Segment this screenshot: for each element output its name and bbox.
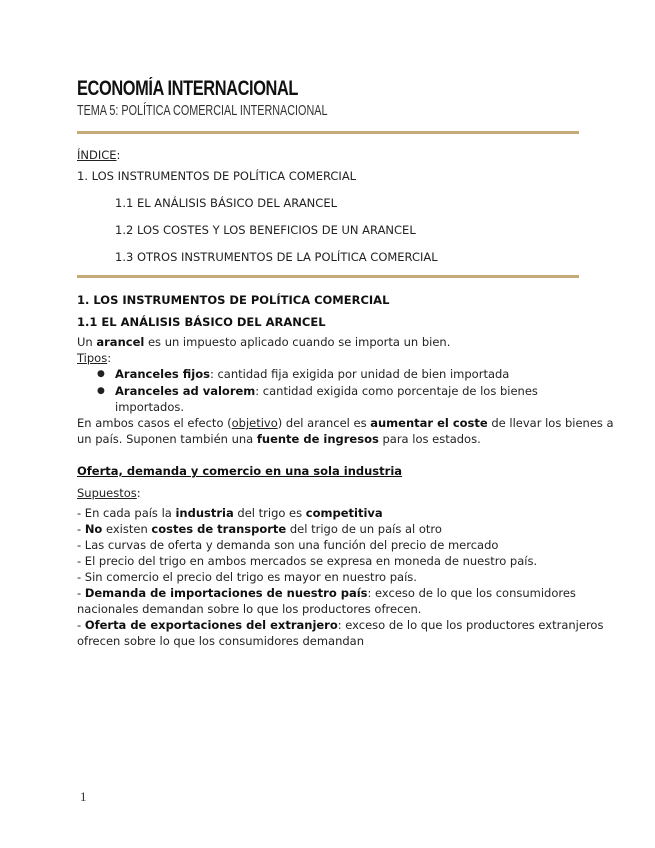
text-run: para los estados. — [378, 432, 481, 446]
text-run: - En cada país la — [77, 506, 176, 520]
assumption-line-1 — [77, 505, 383, 521]
text-run: : exceso de lo que los productores extranjeros — [337, 618, 604, 632]
text-run: de llevar los bienes a — [487, 416, 614, 430]
bold-term: fuente de ingresos — [256, 432, 379, 446]
bullet-item-2 — [115, 383, 538, 399]
bullet-icon: ● — [97, 386, 105, 396]
supuestos-text: Supuestos — [77, 486, 137, 500]
divider-middle — [77, 275, 579, 278]
divider-top — [77, 131, 579, 134]
text-run: - — [77, 586, 85, 600]
index-colon: : — [116, 148, 121, 162]
index-item-1-3: 1.3 OTROS INSTRUMENTOS DE LA POLÍTICA COMERCIAL — [115, 250, 438, 264]
effect-paragraph-line-2 — [77, 431, 481, 447]
bold-term: No — [84, 522, 103, 536]
assumption-line-9: ofrecen sobre lo que los consumidores demandan — [77, 634, 365, 648]
text-run: existen — [102, 522, 152, 536]
effect-paragraph-line-1 — [77, 415, 614, 431]
bold-term: industria — [175, 506, 234, 520]
assumption-line-6 — [77, 585, 576, 601]
tipos-colon: : — [107, 351, 112, 365]
supuestos-colon: : — [136, 486, 141, 500]
subsection-heading: 1.1 EL ANÁLISIS BÁSICO DEL ARANCEL — [77, 315, 326, 329]
page-number: 1 — [80, 789, 87, 804]
assumption-line-3: - Las curvas de oferta y demanda son una función del precio de mercado — [77, 538, 499, 552]
underlined-term: objetivo — [231, 416, 278, 430]
assumption-line-7: nacionales demandan sobre lo que los productores ofrecen. — [77, 602, 422, 616]
text-run: - — [77, 618, 85, 632]
text-run: ) del arancel es — [277, 416, 371, 430]
document-title: ECONOMÍA INTERNACIONAL — [77, 77, 299, 100]
bold-term: Aranceles fijos — [115, 367, 210, 381]
bullet-item-2-continued: importados. — [115, 400, 184, 414]
index-item-1: 1. LOS INSTRUMENTOS DE POLÍTICA COMERCIAL — [77, 169, 357, 183]
section-heading: 1. LOS INSTRUMENTOS DE POLÍTICA COMERCIAL — [77, 293, 390, 307]
document-subtitle: TEMA 5: POLÍTICA COMERCIAL INTERNACIONAL — [77, 102, 328, 119]
tipos-label — [77, 350, 111, 366]
bold-term: costes de transporte — [151, 522, 287, 536]
industry-heading: Oferta, demanda y comercio en una sola industria — [77, 464, 403, 478]
text-run: Un — [77, 335, 97, 349]
text-run: : exceso de lo que los consumidores — [367, 586, 576, 600]
bold-term: Demanda de importaciones de nuestro país — [84, 586, 368, 600]
bold-term: Oferta de exportaciones del extranjero — [84, 618, 338, 632]
index-item-1-2: 1.2 LOS COSTES Y LOS BENEFICIOS DE UN ARANCEL — [115, 223, 416, 237]
bold-term: aumentar el coste — [370, 416, 488, 430]
text-run: - — [77, 522, 85, 536]
index-label: ÍNDICE — [77, 148, 117, 162]
text-run: del trigo es — [233, 506, 306, 520]
supuestos-label — [77, 485, 141, 501]
bullet-item-1 — [115, 366, 509, 382]
assumption-line-5: - Sin comercio el precio del trigo es mayor en nuestro país. — [77, 570, 417, 584]
text-run: En ambos casos el efecto ( — [77, 416, 232, 430]
assumption-line-4: - El precio del trigo en ambos mercados se expresa en moneda de nuestro país. — [77, 554, 538, 568]
text-run: : cantidad exigida como porcentaje de los bienes — [255, 384, 538, 398]
text-run: del trigo de un país al otro — [286, 522, 442, 536]
tipos-text: Tipos — [77, 351, 108, 365]
bold-term: Aranceles ad valorem — [115, 384, 256, 398]
text-run: un país. Suponen también una — [77, 432, 257, 446]
index-item-1-1: 1.1 EL ANÁLISIS BÁSICO DEL ARANCEL — [115, 196, 337, 210]
text-run: es un impuesto aplicado cuando se importa un bien. — [144, 335, 451, 349]
bold-term: arancel — [96, 335, 145, 349]
assumption-line-8 — [77, 617, 603, 633]
assumption-line-2 — [77, 521, 442, 537]
text-run: : cantidad fija exigida por unidad de bien importada — [209, 367, 510, 381]
arancel-definition — [77, 334, 450, 350]
bullet-icon: ● — [97, 369, 105, 379]
bold-term: competitiva — [305, 506, 383, 520]
index-heading — [77, 147, 120, 163]
